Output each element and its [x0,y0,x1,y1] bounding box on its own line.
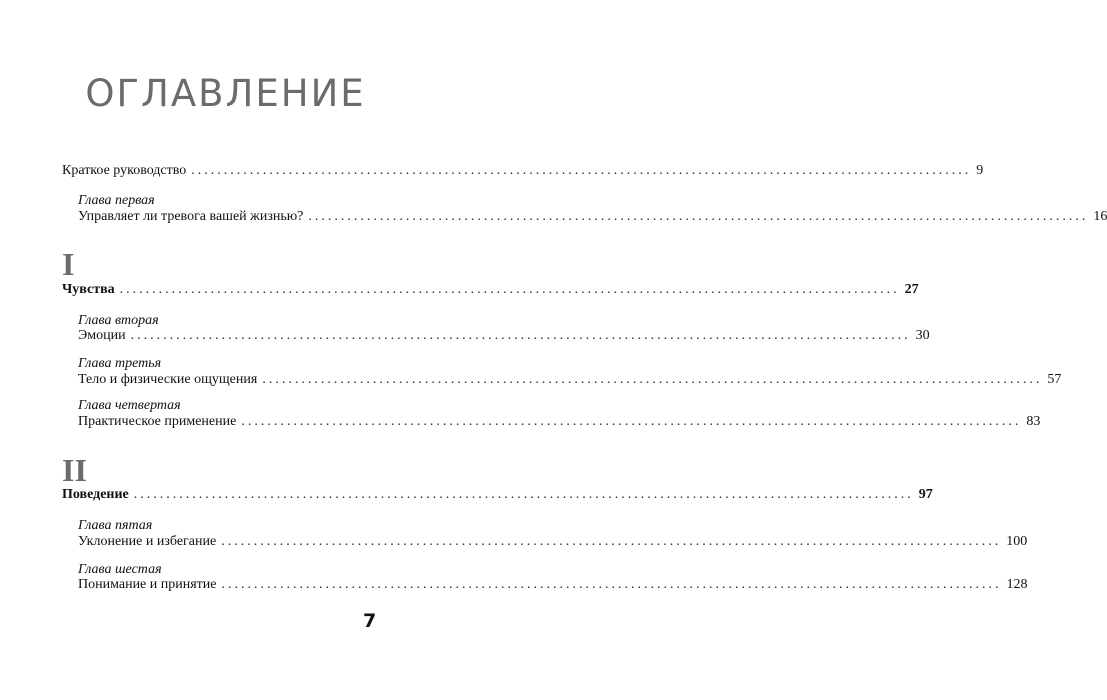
page-folio: 7 [363,610,377,632]
chapter-kicker: Глава шестая [78,562,162,577]
toc-entry-label: Краткое руководство [62,163,187,178]
toc-page-number: 16 [1093,209,1107,224]
toc-entry-guide [62,163,984,181]
page-title: ОГЛАВЛЕНИЕ [85,72,366,115]
dot-leader: ........................................................................................................................ [130,328,911,343]
toc-page-number: 27 [904,282,919,297]
toc-entry-part-1 [62,282,919,300]
dot-leader: ........................................................................................................................ [241,414,1022,429]
toc-page-number: 30 [915,328,930,343]
dot-leader: ........................................................................................................................ [262,372,1043,387]
chapter-kicker: Глава четвертая [78,398,181,413]
toc-entry-label: Чувства [62,282,115,297]
toc-entry-label: Управляет ли тревога вашей жизнью? [78,209,304,224]
toc-entry-chapter-6 [78,577,1028,595]
chapter-kicker: Глава пятая [78,518,153,533]
dot-leader: ........................................................................................................................ [133,487,914,502]
toc-page-number: 100 [1006,534,1028,549]
toc-entry-label: Понимание и принятие [78,577,217,592]
toc-page-number: 9 [976,163,984,178]
toc-entry-chapter-2 [78,328,930,346]
part-numeral: I [62,246,75,282]
toc-entry-label: Поведение [62,487,129,502]
dot-leader: ........................................................................................................................ [221,534,1002,549]
chapter-kicker: Глава третья [78,356,162,371]
toc-page-number: 128 [1006,577,1028,592]
dot-leader: ........................................................................................................................ [308,209,1089,224]
toc-entry-chapter-4 [78,414,1041,432]
toc-entry-chapter-3 [78,372,1062,390]
toc-entry-chapter-5 [78,534,1028,552]
chapter-kicker: Глава первая [78,193,155,208]
toc-entry-label: Тело и физические ощущения [78,372,258,387]
toc-entry-label: Эмоции [78,328,126,343]
toc-entry-label: Практическое применение [78,414,237,429]
toc-entry-part-2 [62,487,933,505]
dot-leader: ........................................................................................................................ [119,282,900,297]
toc-entry-label: Уклонение и избегание [78,534,217,549]
chapter-kicker: Глава вторая [78,313,159,328]
toc-page-number: 83 [1026,414,1041,429]
part-numeral: II [62,452,87,488]
dot-leader: ........................................................................................................................ [191,163,972,178]
toc-page-number: 57 [1047,372,1062,387]
toc-entry-chapter-1 [78,209,1107,227]
dot-leader: ........................................................................................................................ [221,577,1002,592]
toc-page-number: 97 [918,487,933,502]
